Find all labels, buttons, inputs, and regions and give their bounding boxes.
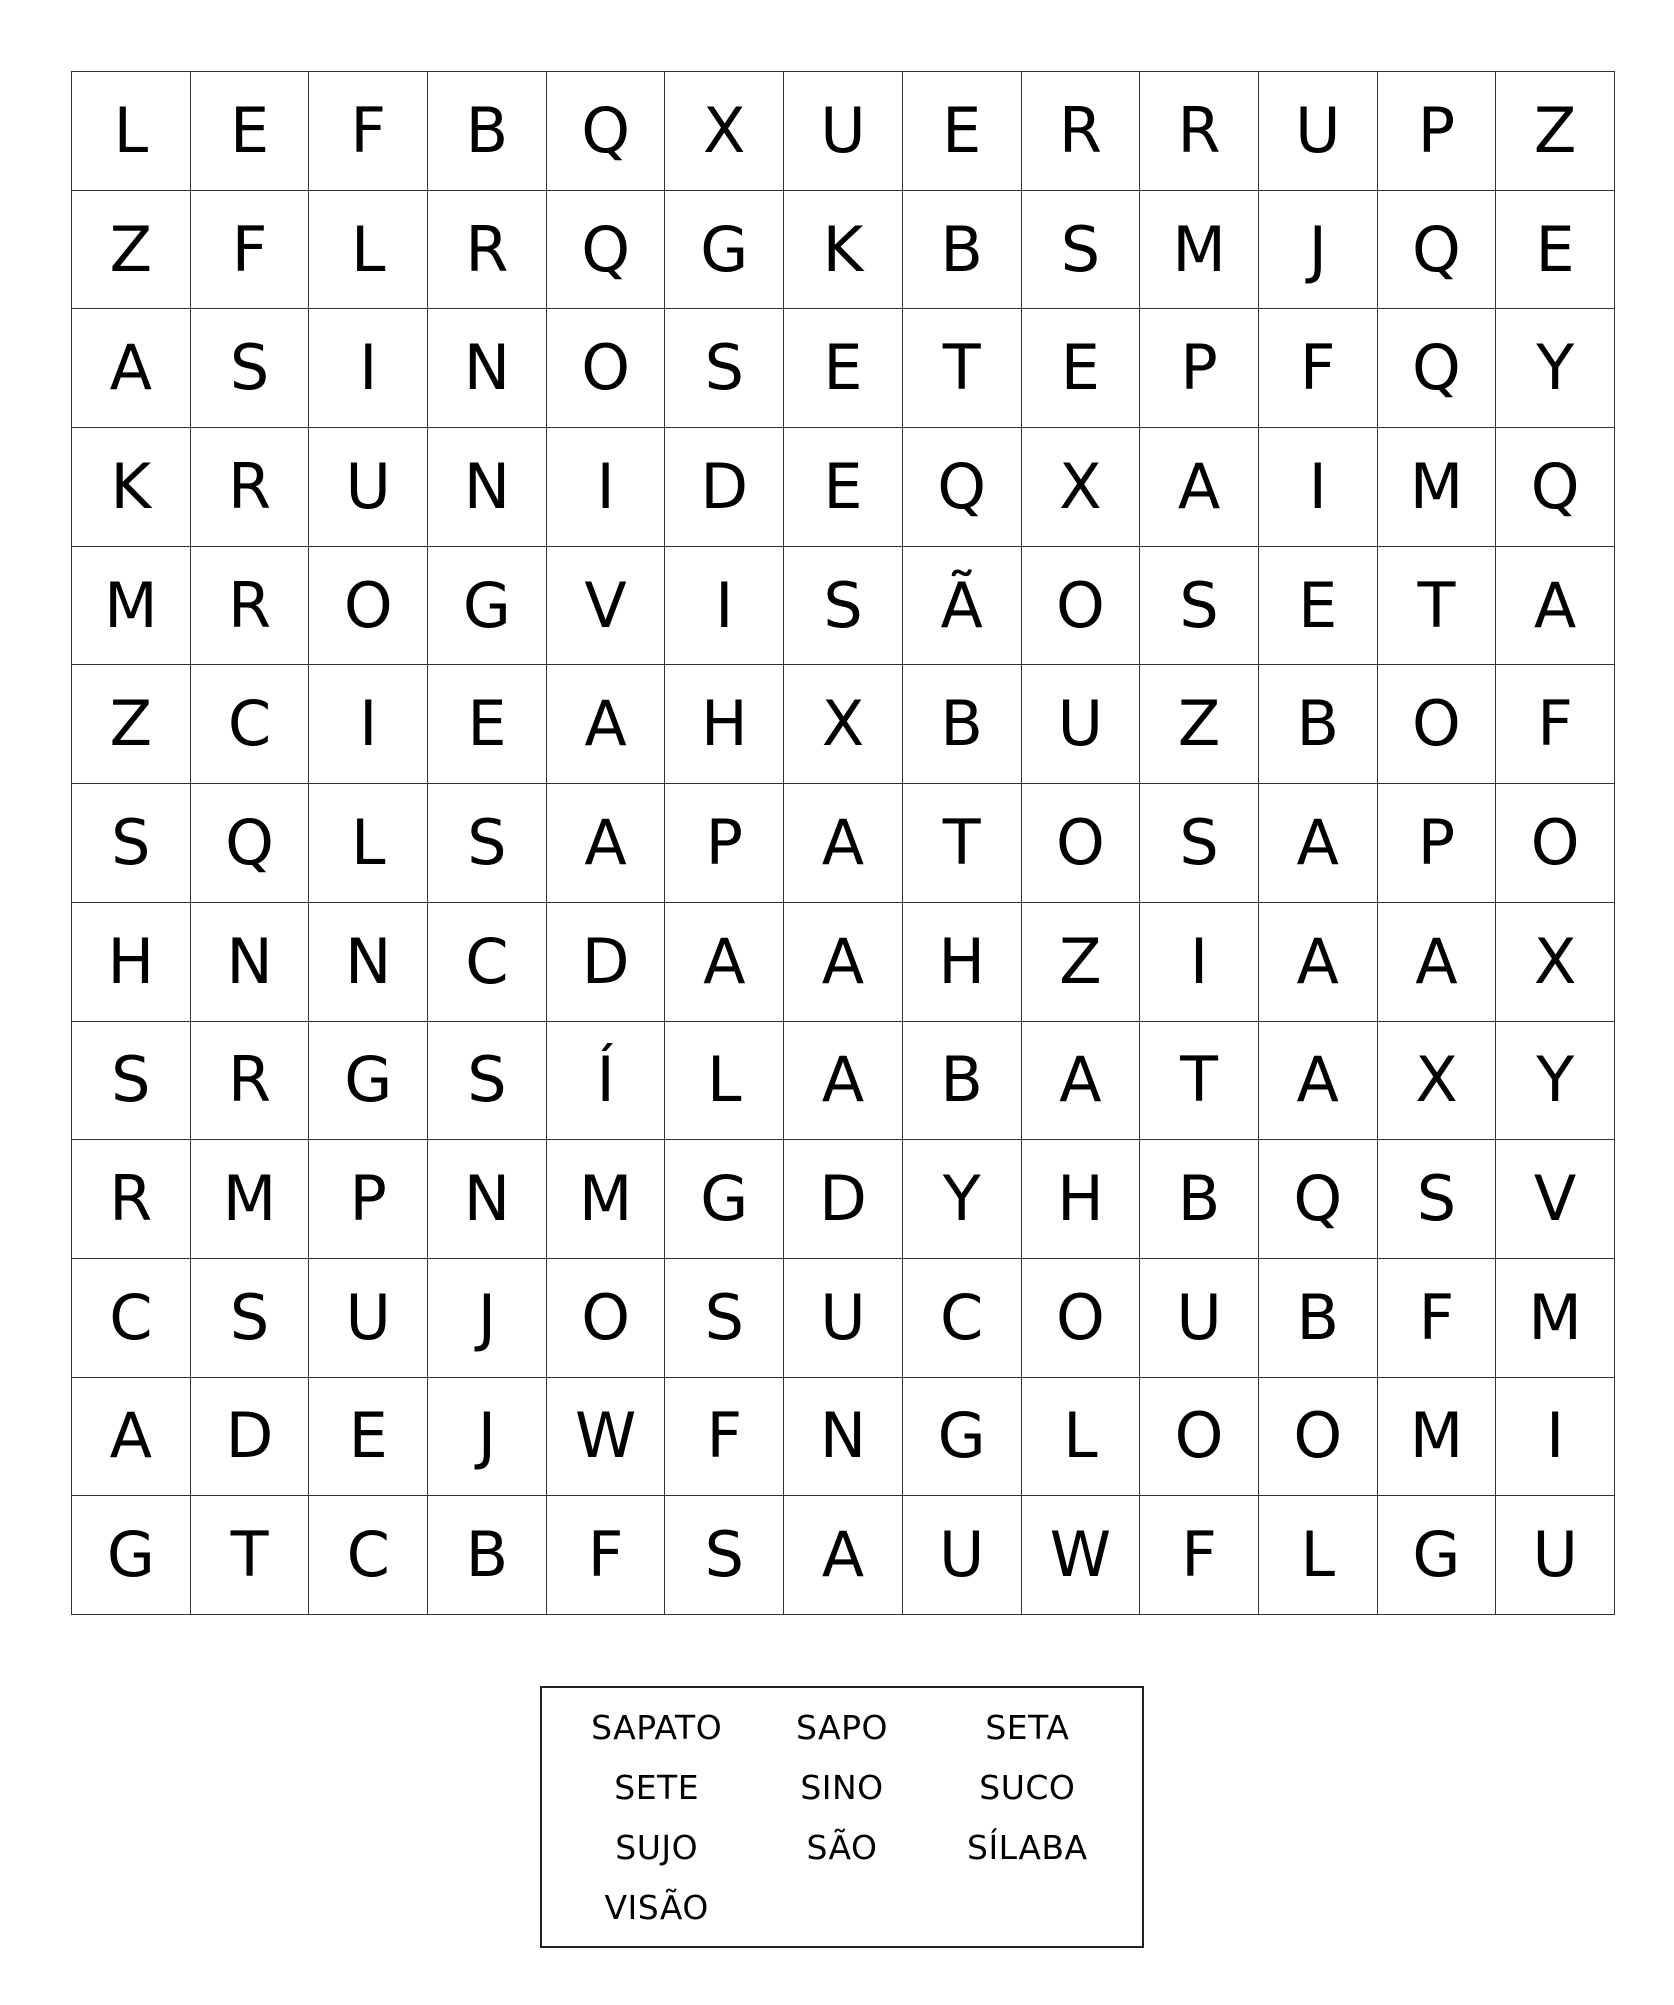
grid-cell[interactable]: O — [309, 547, 428, 666]
grid-cell[interactable]: E — [191, 72, 310, 191]
grid-cell[interactable]: Q — [547, 191, 666, 310]
grid-cell[interactable]: S — [1378, 1140, 1497, 1259]
grid-cell[interactable]: N — [191, 903, 310, 1022]
grid-cell[interactable]: B — [428, 72, 547, 191]
grid-cell[interactable]: D — [547, 903, 666, 1022]
grid-cell[interactable]: U — [309, 1259, 428, 1378]
grid-cell[interactable]: K — [784, 191, 903, 310]
grid-cell[interactable]: U — [1496, 1496, 1615, 1615]
grid-cell[interactable]: W — [547, 1378, 666, 1497]
grid-cell[interactable]: E — [1259, 547, 1378, 666]
grid-cell[interactable]: Q — [1378, 191, 1497, 310]
grid-cell[interactable]: S — [665, 309, 784, 428]
grid-cell[interactable]: X — [1496, 903, 1615, 1022]
grid-cell[interactable]: T — [903, 784, 1022, 903]
grid-cell[interactable]: C — [903, 1259, 1022, 1378]
grid-cell[interactable]: M — [547, 1140, 666, 1259]
grid-cell[interactable]: B — [903, 665, 1022, 784]
word-list-item: SUCO — [979, 1768, 1076, 1807]
grid-cell[interactable]: F — [191, 191, 310, 310]
grid-cell[interactable]: S — [1140, 784, 1259, 903]
grid-cell[interactable]: P — [1140, 309, 1259, 428]
grid-cell[interactable]: Q — [1259, 1140, 1378, 1259]
grid-cell[interactable]: A — [1140, 428, 1259, 547]
grid-cell[interactable]: Q — [903, 428, 1022, 547]
grid-cell[interactable]: Q — [191, 784, 310, 903]
grid-cell[interactable]: I — [309, 665, 428, 784]
grid-cell[interactable]: F — [1140, 1496, 1259, 1615]
grid-cell[interactable]: U — [1140, 1259, 1259, 1378]
grid-cell[interactable]: D — [665, 428, 784, 547]
grid-cell[interactable]: M — [72, 547, 191, 666]
grid-cell[interactable]: A — [784, 1022, 903, 1141]
grid-cell[interactable]: A — [547, 784, 666, 903]
grid-cell[interactable]: R — [191, 428, 310, 547]
grid-cell[interactable]: P — [665, 784, 784, 903]
grid-cell[interactable]: U — [1259, 72, 1378, 191]
grid-cell[interactable]: A — [1022, 1022, 1141, 1141]
grid-cell[interactable]: F — [1378, 1259, 1497, 1378]
word-list-item: SETE — [614, 1768, 700, 1807]
grid-cell[interactable]: S — [72, 1022, 191, 1141]
grid-cell[interactable]: O — [1378, 665, 1497, 784]
grid-cell[interactable]: Q — [1378, 309, 1497, 428]
grid-cell[interactable]: M — [1140, 191, 1259, 310]
grid-cell[interactable]: Z — [1022, 903, 1141, 1022]
word-list-item: SINO — [800, 1768, 884, 1807]
grid-cell[interactable]: E — [309, 1378, 428, 1497]
grid-cell[interactable]: C — [191, 665, 310, 784]
word-list-item: SUJO — [615, 1828, 699, 1867]
grid-cell[interactable]: Z — [1140, 665, 1259, 784]
grid-cell[interactable]: B — [1259, 665, 1378, 784]
grid-cell[interactable]: A — [784, 903, 903, 1022]
grid-cell[interactable]: L — [665, 1022, 784, 1141]
grid-cell[interactable]: A — [72, 1378, 191, 1497]
grid-cell[interactable]: U — [903, 1496, 1022, 1615]
grid-cell[interactable]: V — [547, 547, 666, 666]
grid-cell[interactable]: S — [665, 1259, 784, 1378]
grid-cell[interactable]: S — [1140, 547, 1259, 666]
grid-cell[interactable]: Í — [547, 1022, 666, 1141]
grid-cell[interactable]: G — [903, 1378, 1022, 1497]
word-list-item: SAPO — [795, 1708, 888, 1747]
grid-cell[interactable]: D — [784, 1140, 903, 1259]
grid-cell[interactable]: U — [784, 1259, 903, 1378]
grid-cell[interactable]: X — [1022, 428, 1141, 547]
grid-cell[interactable]: R — [191, 1022, 310, 1141]
grid-cell[interactable]: E — [1022, 309, 1141, 428]
grid-cell[interactable]: Z — [72, 191, 191, 310]
grid-cell[interactable]: A — [784, 1496, 903, 1615]
grid-cell[interactable]: Ã — [903, 547, 1022, 666]
grid-cell[interactable]: F — [547, 1496, 666, 1615]
grid-cell[interactable]: M — [1496, 1259, 1615, 1378]
grid-cell[interactable]: A — [665, 903, 784, 1022]
grid-cell[interactable]: P — [1378, 72, 1497, 191]
grid-cell[interactable]: H — [1022, 1140, 1141, 1259]
grid-cell[interactable]: N — [428, 428, 547, 547]
grid-cell[interactable]: Y — [903, 1140, 1022, 1259]
grid-cell[interactable]: N — [428, 309, 547, 428]
grid-cell[interactable]: S — [72, 784, 191, 903]
grid-cell[interactable]: B — [1259, 1259, 1378, 1378]
grid-cell[interactable]: O — [1022, 784, 1141, 903]
grid-cell[interactable]: A — [1259, 1022, 1378, 1141]
grid-cell[interactable]: G — [72, 1496, 191, 1615]
grid-cell[interactable]: N — [309, 903, 428, 1022]
grid-cell[interactable]: R — [72, 1140, 191, 1259]
grid-cell[interactable]: G — [665, 191, 784, 310]
grid-cell[interactable]: L — [1259, 1496, 1378, 1615]
grid-cell[interactable]: R — [428, 191, 547, 310]
grid-cell[interactable]: G — [428, 547, 547, 666]
grid-cell[interactable]: Q — [1496, 428, 1615, 547]
grid-cell[interactable]: I — [1140, 903, 1259, 1022]
grid-cell[interactable]: I — [547, 428, 666, 547]
grid-cell[interactable]: S — [428, 784, 547, 903]
word-list-box — [540, 1686, 1144, 1948]
grid-cell[interactable]: O — [547, 1259, 666, 1378]
grid-cell[interactable]: V — [1496, 1140, 1615, 1259]
grid-cell[interactable]: I — [309, 309, 428, 428]
grid-cell[interactable]: T — [903, 309, 1022, 428]
grid-cell[interactable]: U — [784, 72, 903, 191]
grid-cell[interactable]: A — [784, 784, 903, 903]
grid-cell[interactable]: G — [309, 1022, 428, 1141]
grid-cell[interactable]: Z — [72, 665, 191, 784]
grid-cell[interactable]: X — [1378, 1022, 1497, 1141]
grid-cell[interactable]: A — [1496, 547, 1615, 666]
grid-cell[interactable]: O — [547, 309, 666, 428]
grid-cell[interactable]: L — [1022, 1378, 1141, 1497]
grid-cell[interactable]: H — [903, 903, 1022, 1022]
grid-cell[interactable]: B — [903, 191, 1022, 310]
grid-cell[interactable]: M — [1378, 428, 1497, 547]
grid-cell[interactable]: M — [191, 1140, 310, 1259]
grid-cell[interactable]: Q — [547, 72, 666, 191]
grid-cell[interactable]: O — [1022, 1259, 1141, 1378]
grid-cell[interactable]: G — [665, 1140, 784, 1259]
grid-cell[interactable]: L — [309, 191, 428, 310]
grid-cell[interactable]: C — [309, 1496, 428, 1615]
grid-cell[interactable]: B — [428, 1496, 547, 1615]
word-list-item: SÍLABA — [967, 1828, 1088, 1867]
grid-cell[interactable]: U — [1022, 665, 1141, 784]
grid-cell[interactable]: X — [784, 665, 903, 784]
grid-cell[interactable]: S — [191, 1259, 310, 1378]
grid-cell[interactable]: R — [1140, 72, 1259, 191]
grid-cell[interactable]: B — [903, 1022, 1022, 1141]
grid-cell[interactable]: E — [903, 72, 1022, 191]
grid-cell[interactable]: Y — [1496, 309, 1615, 428]
grid-cell[interactable]: E — [784, 428, 903, 547]
grid-cell[interactable]: A — [1378, 903, 1497, 1022]
grid-cell[interactable]: C — [428, 903, 547, 1022]
grid-cell[interactable]: G — [1378, 1496, 1497, 1615]
word-search-grid — [71, 71, 1615, 1615]
grid-cell[interactable]: W — [1022, 1496, 1141, 1615]
grid-cell[interactable]: O — [1259, 1378, 1378, 1497]
grid-cell[interactable]: M — [1378, 1378, 1497, 1497]
grid-cell[interactable]: O — [1140, 1378, 1259, 1497]
word-list-item: SETA — [985, 1708, 1070, 1747]
grid-cell[interactable]: I — [1496, 1378, 1615, 1497]
grid-cell[interactable]: S — [191, 309, 310, 428]
grid-cell[interactable]: A — [72, 309, 191, 428]
grid-cell[interactable]: Z — [1496, 72, 1615, 191]
grid-cell[interactable]: O — [1496, 784, 1615, 903]
grid-cell[interactable]: T — [191, 1496, 310, 1615]
word-list-item: SAPATO — [591, 1708, 723, 1747]
word-list-item: SÃO — [806, 1828, 878, 1867]
grid-cell[interactable]: H — [72, 903, 191, 1022]
grid-cell[interactable]: O — [1022, 547, 1141, 666]
grid-cell[interactable]: R — [1022, 72, 1141, 191]
grid-cell[interactable]: C — [72, 1259, 191, 1378]
grid-cell[interactable]: L — [309, 784, 428, 903]
grid-cell[interactable]: N — [428, 1140, 547, 1259]
grid-cell[interactable]: Y — [1496, 1022, 1615, 1141]
grid-cell[interactable]: S — [428, 1022, 547, 1141]
grid-cell[interactable]: F — [1496, 665, 1615, 784]
grid-cell[interactable]: E — [1496, 191, 1615, 310]
grid-cell[interactable]: T — [1140, 1022, 1259, 1141]
word-list-item: VISÃO — [604, 1888, 709, 1927]
grid-cell[interactable]: J — [428, 1378, 547, 1497]
grid-cell[interactable]: R — [191, 547, 310, 666]
grid-cell[interactable]: A — [1259, 784, 1378, 903]
grid-cell[interactable]: A — [1259, 903, 1378, 1022]
grid-cell[interactable]: S — [784, 547, 903, 666]
grid-cell[interactable]: L — [72, 72, 191, 191]
grid-cell[interactable]: S — [665, 1496, 784, 1615]
grid-cell[interactable]: F — [1259, 309, 1378, 428]
grid-cell[interactable]: K — [72, 428, 191, 547]
grid-cell[interactable]: I — [1259, 428, 1378, 547]
grid-cell[interactable]: P — [1378, 784, 1497, 903]
grid-cell[interactable]: P — [309, 1140, 428, 1259]
grid-cell[interactable]: U — [309, 428, 428, 547]
grid-cell[interactable]: I — [665, 547, 784, 666]
grid-cell[interactable]: T — [1378, 547, 1497, 666]
grid-cell[interactable]: F — [309, 72, 428, 191]
grid-cell[interactable]: D — [191, 1378, 310, 1497]
grid-cell[interactable]: F — [665, 1378, 784, 1497]
grid-cell[interactable]: X — [665, 72, 784, 191]
grid-cell[interactable]: A — [547, 665, 666, 784]
grid-cell[interactable]: S — [1022, 191, 1141, 310]
grid-cell[interactable]: J — [428, 1259, 547, 1378]
grid-cell[interactable]: B — [1140, 1140, 1259, 1259]
grid-cell[interactable]: N — [784, 1378, 903, 1497]
grid-cell[interactable]: E — [784, 309, 903, 428]
grid-cell[interactable]: E — [428, 665, 547, 784]
grid-cell[interactable]: H — [665, 665, 784, 784]
grid-cell[interactable]: J — [1259, 191, 1378, 310]
